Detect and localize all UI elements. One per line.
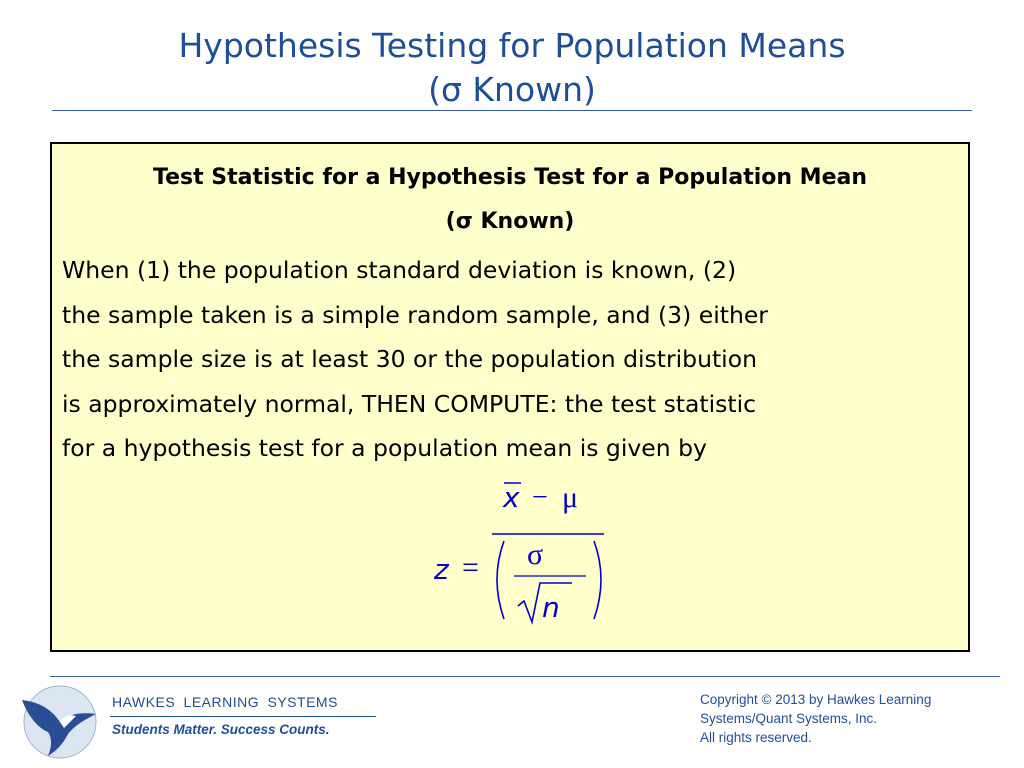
- definition-body: [62, 248, 958, 471]
- test-statistic-formula: [422, 479, 622, 639]
- copyright-line-1: Copyright © 2013 by Hawkes Learning: [700, 692, 932, 707]
- brand-name: HAWKES LEARNING SYSTEMS: [112, 694, 338, 710]
- body-line-3: the sample size is at least 30 or the population distribution: [62, 345, 757, 373]
- formula-xbar: x: [503, 481, 520, 514]
- formula-z: z: [434, 553, 449, 586]
- footer-divider: [50, 676, 1000, 677]
- slide-title-line-1: Hypothesis Testing for Population Means: [178, 26, 846, 65]
- eagle-logo-icon: [18, 680, 100, 762]
- body-line-2: the sample taken is a simple random sample, and (3) either: [62, 300, 768, 329]
- copyright-notice: [700, 690, 931, 747]
- definition-heading: [52, 156, 968, 244]
- definition-box: [50, 142, 970, 652]
- slide-title: [40, 24, 984, 112]
- formula-sigma: σ: [527, 538, 544, 571]
- copyright-line-2: Systems/Quant Systems, Inc.: [700, 711, 878, 726]
- title-divider: [52, 110, 972, 111]
- copyright-line-3: All rights reserved.: [700, 730, 812, 745]
- formula-mu: μ: [562, 481, 579, 514]
- formula-right-paren: [594, 541, 601, 619]
- definition-heading-line-2: (σ Known): [445, 209, 575, 234]
- brand-tagline: Students Matter. Success Counts.: [112, 722, 330, 737]
- body-line-1: When (1) the population standard deviation is known, (2): [62, 256, 737, 284]
- formula-n: n: [542, 591, 560, 624]
- formula-minus: −: [532, 482, 548, 513]
- definition-heading-line-1: Test Statistic for a Hypothesis Test for a Population Mean: [152, 165, 868, 190]
- body-line-4: is approximately normal, THEN COMPUTE: the test statistic: [62, 389, 757, 418]
- slide-title-line-2: (σ Known): [428, 70, 596, 109]
- brand-divider: [110, 716, 376, 717]
- formula-left-paren: [497, 541, 504, 619]
- body-line-5: for a hypothesis test for a population mean is given by: [62, 434, 707, 462]
- formula-equals: =: [462, 551, 479, 584]
